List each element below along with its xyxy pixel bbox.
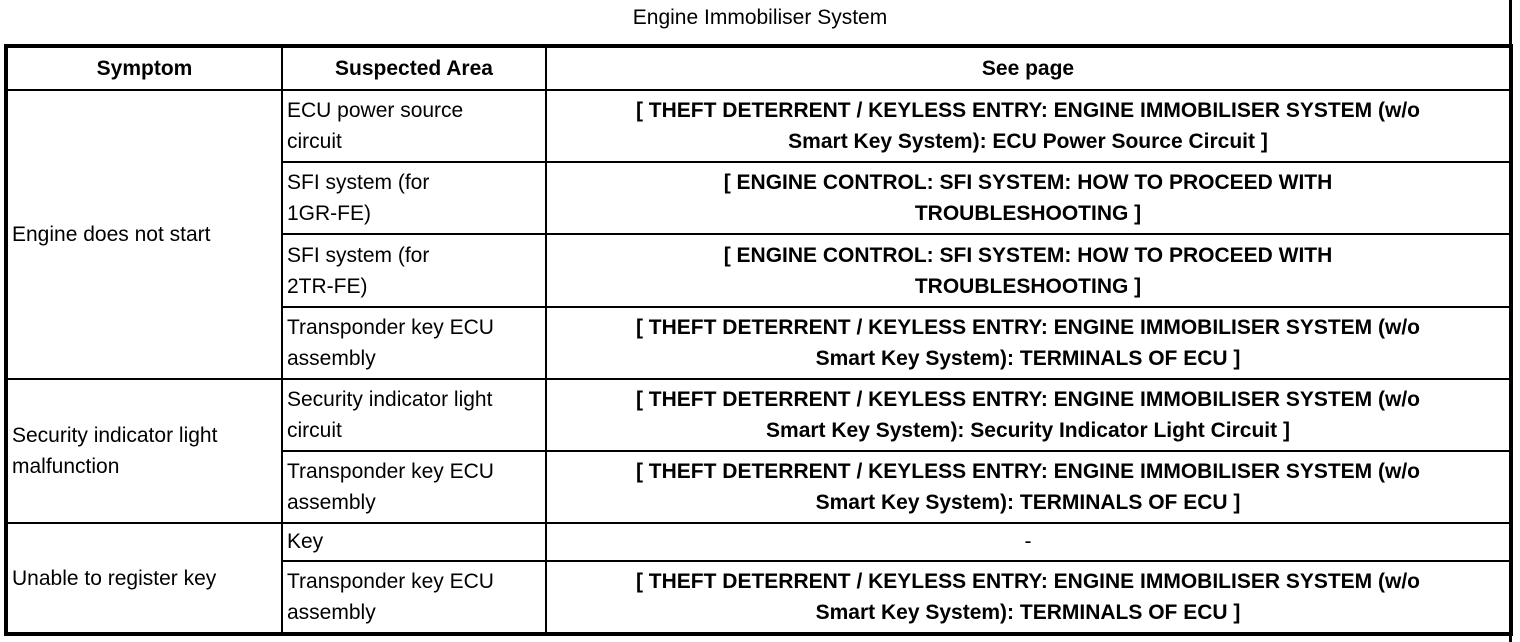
suspected-area-cell: [282, 162, 546, 234]
page-line: Smart Key System): Security Indicator Light Circuit ]: [766, 418, 1290, 442]
page-line: [ ENGINE CONTROL: SFI SYSTEM: HOW TO PROCEED WITH: [723, 243, 1333, 267]
area-line: circuit: [287, 130, 342, 154]
page-line: [ THEFT DETERRENT / KEYLESS ENTRY: ENGINE IMMOBILISER SYSTEM (w/o: [635, 99, 1421, 123]
column-header-symptom: Symptom: [6, 46, 282, 90]
symptom-cell: Unable to register key: [6, 523, 282, 634]
table-row: [6, 523, 1511, 560]
table-row: [6, 379, 1511, 451]
area-line: assembly: [287, 600, 376, 624]
suspected-area-cell: [282, 523, 546, 560]
area-line: 1GR-FE): [287, 202, 371, 226]
see-page-cell: [546, 523, 1511, 560]
page-line: -: [1024, 530, 1032, 554]
suspected-area-cell: [282, 307, 546, 379]
page-line: [ THEFT DETERRENT / KEYLESS ENTRY: ENGINE IMMOBILISER SYSTEM (w/o: [635, 315, 1421, 339]
suspected-area-cell: [282, 234, 546, 306]
suspected-area-cell: [282, 90, 546, 162]
see-page-link[interactable]: [546, 451, 1511, 523]
see-page-link[interactable]: [546, 162, 1511, 234]
area-line: SFI system (for: [287, 243, 430, 267]
suspected-area-cell: [282, 451, 546, 523]
problem-symptoms-table: [4, 44, 1513, 636]
page-line: [ THEFT DETERRENT / KEYLESS ENTRY: ENGINE IMMOBILISER SYSTEM (w/o: [635, 460, 1421, 484]
see-page-link[interactable]: [546, 379, 1511, 451]
column-header-suspected-area: Suspected Area: [282, 46, 546, 90]
see-page-link[interactable]: [546, 307, 1511, 379]
area-line: assembly: [287, 491, 376, 515]
page-line: Smart Key System): TERMINALS OF ECU ]: [815, 600, 1241, 624]
page-line: [ THEFT DETERRENT / KEYLESS ENTRY: ENGINE IMMOBILISER SYSTEM (w/o: [635, 387, 1421, 411]
area-line: Security indicator light: [287, 387, 493, 411]
area-line: assembly: [287, 346, 376, 370]
area-line: Transponder key ECU: [287, 460, 494, 484]
document-title: Engine Immobiliser System: [632, 6, 888, 29]
symptom-cell: Engine does not start: [6, 90, 282, 379]
see-page-link[interactable]: [546, 90, 1511, 162]
area-line: circuit: [287, 418, 342, 442]
see-page-link[interactable]: [546, 234, 1511, 306]
table-header-row: [6, 46, 1511, 90]
page-line: Smart Key System): TERMINALS OF ECU ]: [815, 491, 1241, 515]
column-header-see-page: See page: [546, 46, 1511, 90]
suspected-area-cell: [282, 561, 546, 634]
area-line: 2TR-FE): [287, 274, 368, 298]
area-line: Transponder key ECU: [287, 315, 494, 339]
page-line: Smart Key System): TERMINALS OF ECU ]: [815, 346, 1241, 370]
page-line: [ THEFT DETERRENT / KEYLESS ENTRY: ENGINE IMMOBILISER SYSTEM (w/o: [635, 569, 1421, 593]
page-line: TROUBLESHOOTING ]: [914, 202, 1142, 226]
table-row: [6, 90, 1511, 162]
area-line: Key: [287, 530, 324, 554]
symptom-cell: Security indicator light malfunction: [6, 379, 282, 523]
suspected-area-cell: [282, 379, 546, 451]
area-line: Transponder key ECU: [287, 569, 494, 593]
page-line: [ ENGINE CONTROL: SFI SYSTEM: HOW TO PROCEED WITH: [723, 171, 1333, 195]
area-line: ECU power source: [287, 99, 464, 123]
see-page-link[interactable]: [546, 561, 1511, 634]
area-line: SFI system (for: [287, 171, 430, 195]
page-line: TROUBLESHOOTING ]: [914, 274, 1142, 298]
page-line: Smart Key System): ECU Power Source Circuit ]: [788, 130, 1268, 154]
